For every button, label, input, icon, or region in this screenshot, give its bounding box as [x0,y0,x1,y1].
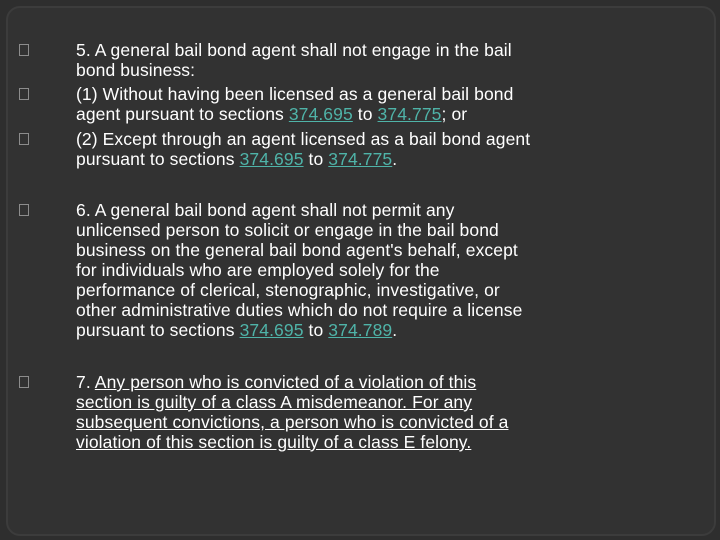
item-7-line-3: subsequent convictions, a person who is convicted of a [76,412,509,432]
text-run: . [392,320,398,340]
text-run: 7. [76,372,95,392]
bullet-icon [19,44,29,56]
item-6-line-1: 6. A general bail bond agent shall not permit any [76,200,455,220]
item-5-1-text [76,84,636,124]
item-6-line-2: unlicensed person to solicit or engage in the bail bond [76,220,499,240]
item-7-line-1 [76,372,636,392]
bullet-icon [19,88,29,100]
text-run: ; or [441,104,468,124]
item-6-line-6: other administrative duties which do not require a license [76,300,523,320]
item-5-line-1: 5. A general bail bond agent shall not engage in the bail [76,40,512,60]
statute-link[interactable]: 374.775 [328,149,393,169]
item-5-2-text [76,129,636,169]
text-run: to [303,149,329,169]
item-5-1-line-1: (1) Without having been licensed as a general bail bond [76,84,514,104]
item-5-1-line-2 [76,104,636,124]
statute-link[interactable]: 374.695 [239,320,304,340]
item-6-line-5: performance of clerical, stenographic, investigative, or [76,280,500,300]
statute-link[interactable]: 374.775 [377,104,442,124]
statute-link[interactable]: 374.695 [239,149,304,169]
item-5-text [76,40,636,80]
text-run: to [352,104,378,124]
item-7-line-4: violation of this section is guilty of a class E felony. [76,432,472,452]
text-run: pursuant to sections [76,320,240,340]
item-6-text [76,200,636,340]
statute-link[interactable]: 374.695 [288,104,353,124]
statute-link[interactable]: 374.789 [328,320,393,340]
text-run: pursuant to sections [76,149,240,169]
text-run: . [392,149,398,169]
item-7-text [76,372,636,452]
item-6-line-7 [76,320,636,340]
item-7-line-2: section is guilty of a class A misdemeanor. For any [76,392,473,412]
item-5-line-2: bond business: [76,60,196,80]
bullet-icon [19,376,29,388]
item-6-line-3: business on the general bail bond agent's behalf, except [76,240,518,260]
underlined-text: Any person who is convicted of a violation of this [94,372,477,392]
item-5-2-line-1: (2) Except through an agent licensed as a bail bond agent [76,129,531,149]
bullet-icon [19,133,29,145]
text-run: agent pursuant to sections [76,104,289,124]
bullet-icon [19,204,29,216]
text-run: to [303,320,329,340]
item-6-line-4: for individuals who are employed solely for the [76,260,440,280]
item-5-2-line-2 [76,149,636,169]
